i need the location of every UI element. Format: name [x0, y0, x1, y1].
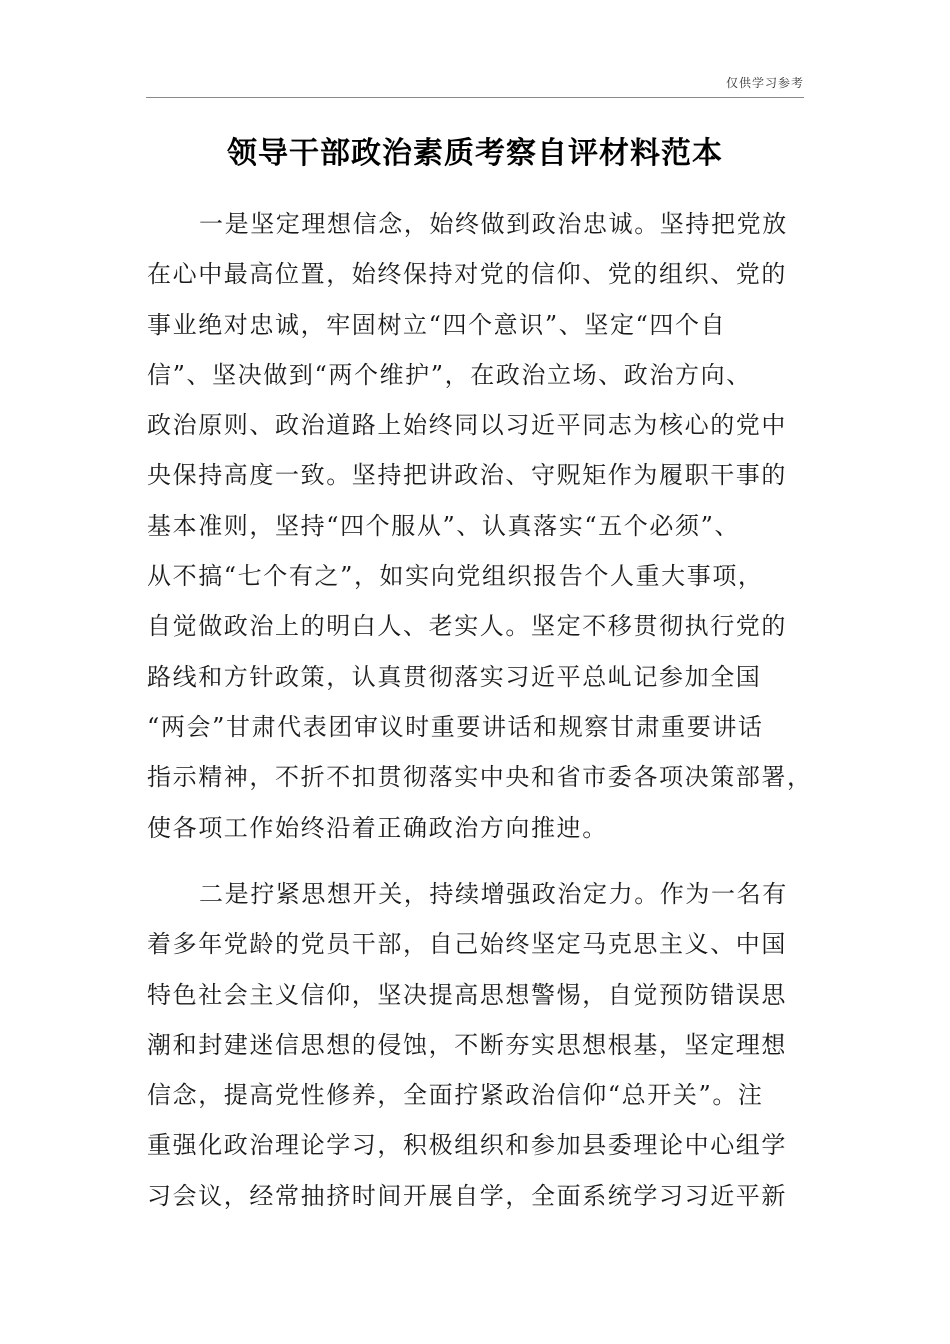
paragraph-line: 央保持高度一致。坚持把讲政治、守贶矩作为履职干事的: [147, 461, 787, 490]
paragraph-line: 潮和封建迷信思想的侵蚀，不断夯实思想根基，坚定理想: [147, 1030, 787, 1059]
header-note: 仅供学习参考: [725, 76, 804, 90]
paragraph-line: 从不搞“七个有之”，如实向党组织报告个人重大事项，: [147, 562, 764, 591]
paragraph-line: “两会”甘肃代表团审议时重要讲话和规察甘肃重要讲话: [147, 712, 764, 741]
paragraph-line: 基本准则，坚持“四个服从”、认真落实“五个必须”、: [147, 511, 741, 540]
paragraph-2: [147, 869, 807, 1221]
paragraph-line: 二是拧紧思想开关，持续增强政治定力。作为一名有: [199, 880, 788, 908]
paragraph-line: 重强化政治理论学习，积极组织和参加县委理论中心组学: [147, 1131, 787, 1160]
paragraph-line: 路线和方针政策，认真贯彻落实习近平总乢记参加全国: [147, 662, 762, 691]
paragraph-1: [147, 199, 813, 853]
paragraph-line: 信念，提高党性修养，全面拧紧政治信仰“总开关”。注: [147, 1081, 764, 1110]
paragraph-line: 事业绝对忠诚，牢固树立“四个意识”、坚定“四个自: [147, 310, 727, 339]
paragraph-line: 政治原则、政治道路上始终同以习近平同志为核心的党中: [147, 411, 787, 440]
paragraph-line: 着多年党龄的党员干部，自己始终坚定马克思主义、中国: [147, 930, 787, 959]
paragraph-line: 信”、坚决做到“两个维护”，在政治立场、政治方向、: [147, 360, 752, 389]
paragraph-line: 使各项工作始终沿着正确政治方向推迚。: [147, 813, 608, 842]
header-divider: [146, 97, 804, 98]
paragraph-line: 习会议，经常抽挤时间开展自学，全面系统学习习近平新: [147, 1181, 787, 1210]
paragraph-line: 一是坚定理想信念，始终做到政治忠诚。坚持把党放: [199, 210, 788, 238]
paragraph-line: 指示精神，不折不扣贯彻落实中央和省市委各项决策部署，: [147, 763, 813, 792]
paragraph-line: 特色社会主义信仰，坚决提高思想警惕，自觉预防错误思: [147, 980, 787, 1009]
paragraph-line: 自觉做政治上的明白人、老实人。坚定不移贯彻执行党的: [147, 612, 787, 641]
document-title: 领导干部政治素质考察自评材料范本: [227, 136, 723, 171]
paragraph-line: 在心中最高位置，始终保持对党的信仰、党的组织、党的: [147, 260, 787, 289]
